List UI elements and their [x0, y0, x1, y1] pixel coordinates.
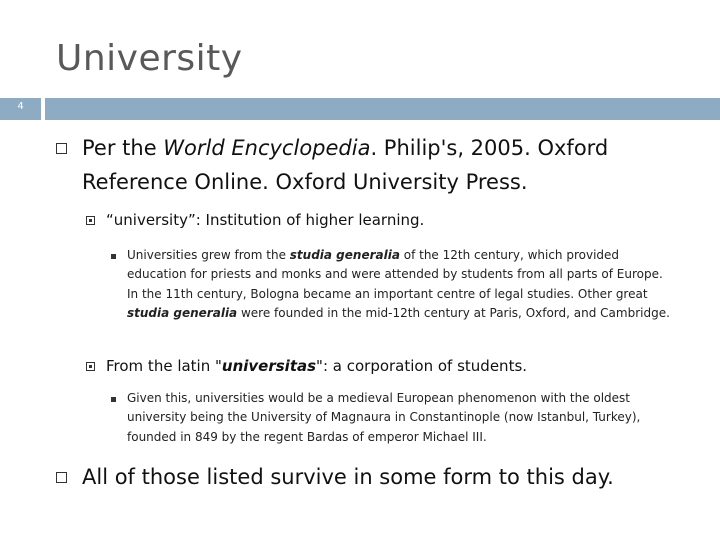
etymology-prefix: From the latin ": [106, 357, 222, 375]
citation-prefix: Per the: [82, 136, 164, 160]
hollow-square-bullet-icon: [56, 143, 67, 154]
etymology-suffix: ": a corporation of students.: [316, 357, 528, 375]
history-text-3: were founded in the mid-12th century at Paris, Oxford, and Cambridge.: [237, 305, 670, 320]
bullet-definition: “university”: Institution of higher learning.: [106, 211, 425, 229]
citation-work-title: World Encyclopedia: [163, 136, 371, 160]
bullet-etymology: [106, 355, 666, 377]
slide-title: University: [56, 38, 243, 79]
bullet-oldest-university: Given this, universities would be a medieval European phenomenon with the oldest university being the University of Magnaura in Constantinople (now Istanbul, Turkey), founded in 849 by the regent Bardas of emperor Michael III.: [127, 391, 641, 444]
etymology-term: universitas: [221, 357, 317, 375]
bullet-survival: All of those listed survive in some form to this day.: [82, 465, 614, 489]
square-bullet-icon: [86, 362, 95, 371]
small-square-bullet-icon: [111, 397, 116, 402]
hollow-square-bullet-icon: [56, 472, 67, 483]
history-term-2: studia generalia: [127, 305, 238, 320]
small-square-bullet-icon: [111, 254, 116, 259]
history-text-2: of the 12th century, which provided education for priests and monks and were attended by students from all parts of Europe. In the 11th century, Bologna became an important centre of legal studies. Other great: [127, 248, 663, 301]
history-text-1: Universities grew from the: [127, 248, 290, 262]
bullet-source-citation: [82, 131, 682, 199]
bullet-history: [127, 246, 672, 323]
citation-rest: . Philip's, 2005. Oxford Reference Online. Oxford University Press.: [82, 136, 609, 194]
header-bar: [45, 98, 720, 120]
square-bullet-icon: [86, 216, 95, 225]
history-term-1: studia generalia: [289, 248, 400, 262]
slide-number: 4: [17, 101, 24, 112]
